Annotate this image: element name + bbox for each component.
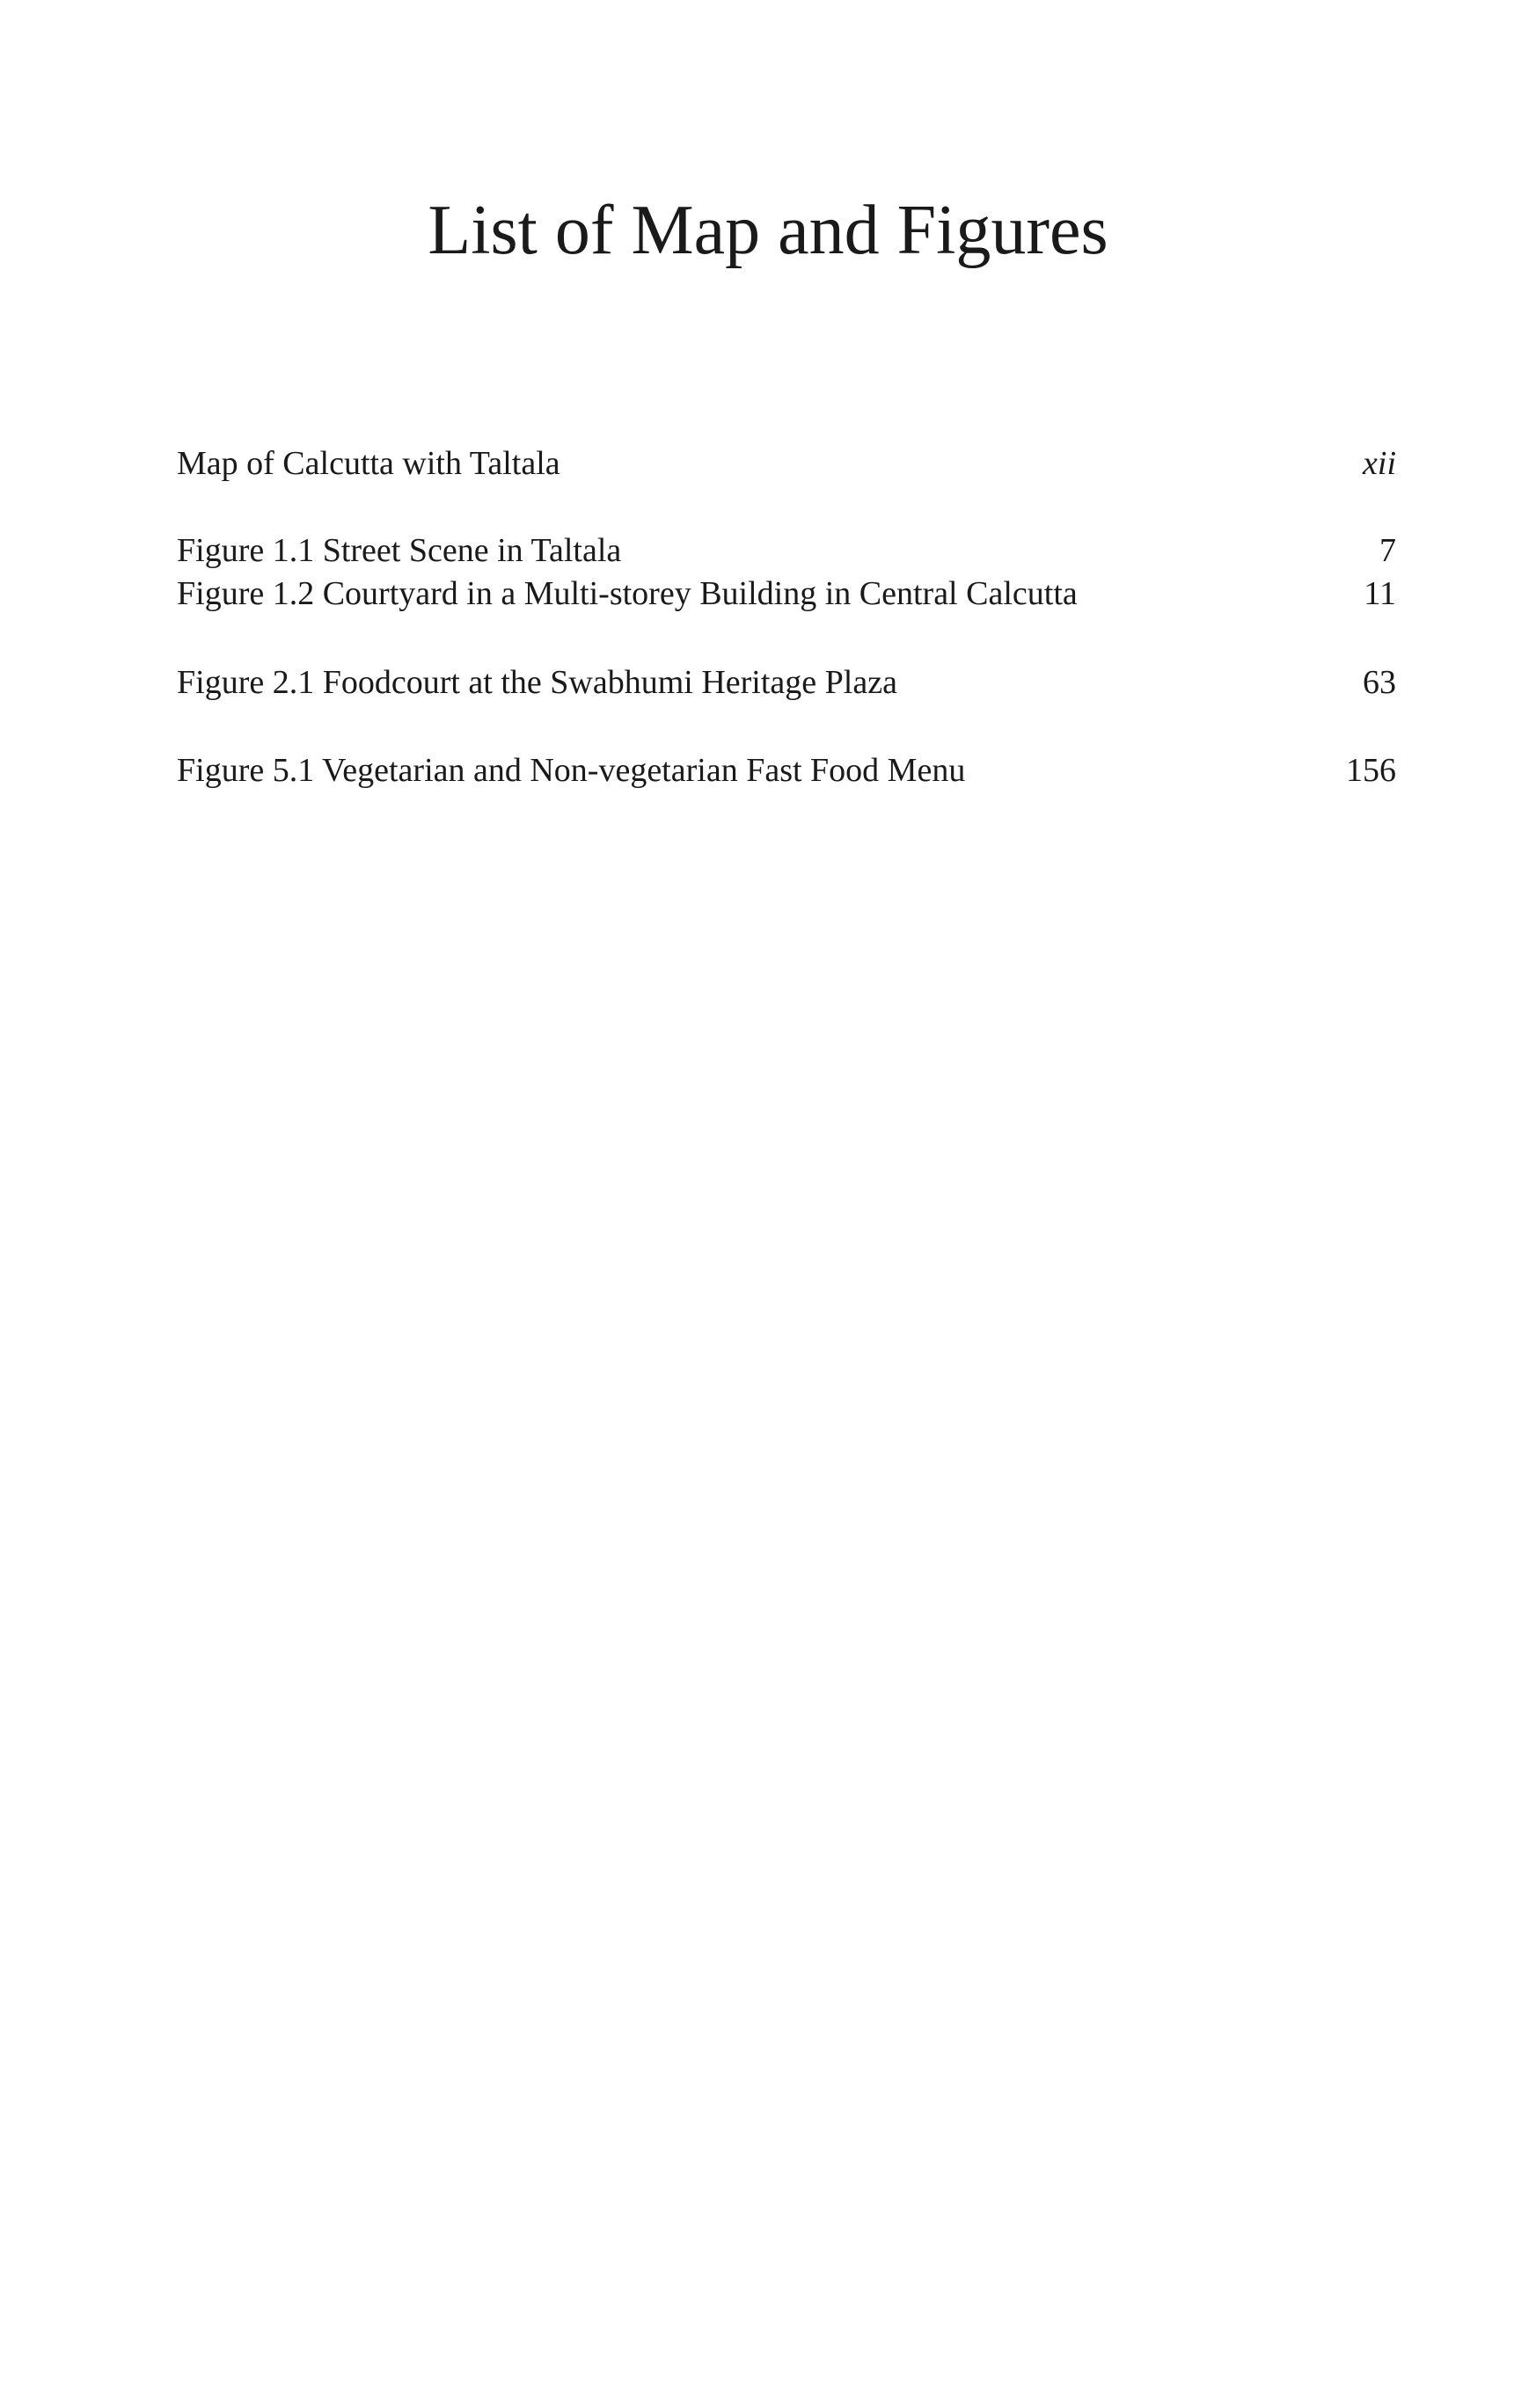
entry-page-number: 11 [1364, 575, 1396, 612]
list-entry-figure-2-1 [177, 660, 1396, 704]
entry-label: Figure 5.1 Vegetarian and Non-vegetarian Fast Food Menu [177, 752, 966, 789]
entry-label: Figure 1.1 Street Scene in Taltala [177, 532, 622, 569]
list-entry-figure-5-1 [177, 748, 1396, 792]
entry-page-number: 7 [1379, 532, 1396, 569]
list-entry-map-of-calcutta [177, 441, 1396, 485]
list-entry-figure-1-2 [177, 572, 1396, 616]
page-title: List of Map and Figures [428, 192, 1108, 269]
entry-label: Map of Calcutta with Taltala [177, 445, 560, 482]
entry-page-number: 63 [1363, 664, 1396, 701]
entry-page-number: 156 [1346, 752, 1396, 789]
entry-label: Figure 1.2 Courtyard in a Multi-storey Building in Central Calcutta [177, 575, 1078, 612]
entry-page-number: xii [1363, 445, 1396, 482]
list-entry-figure-1-1 [177, 529, 1396, 573]
figure-list [177, 0, 1396, 879]
entry-label: Figure 2.1 Foodcourt at the Swabhumi Heritage Plaza [177, 664, 897, 701]
